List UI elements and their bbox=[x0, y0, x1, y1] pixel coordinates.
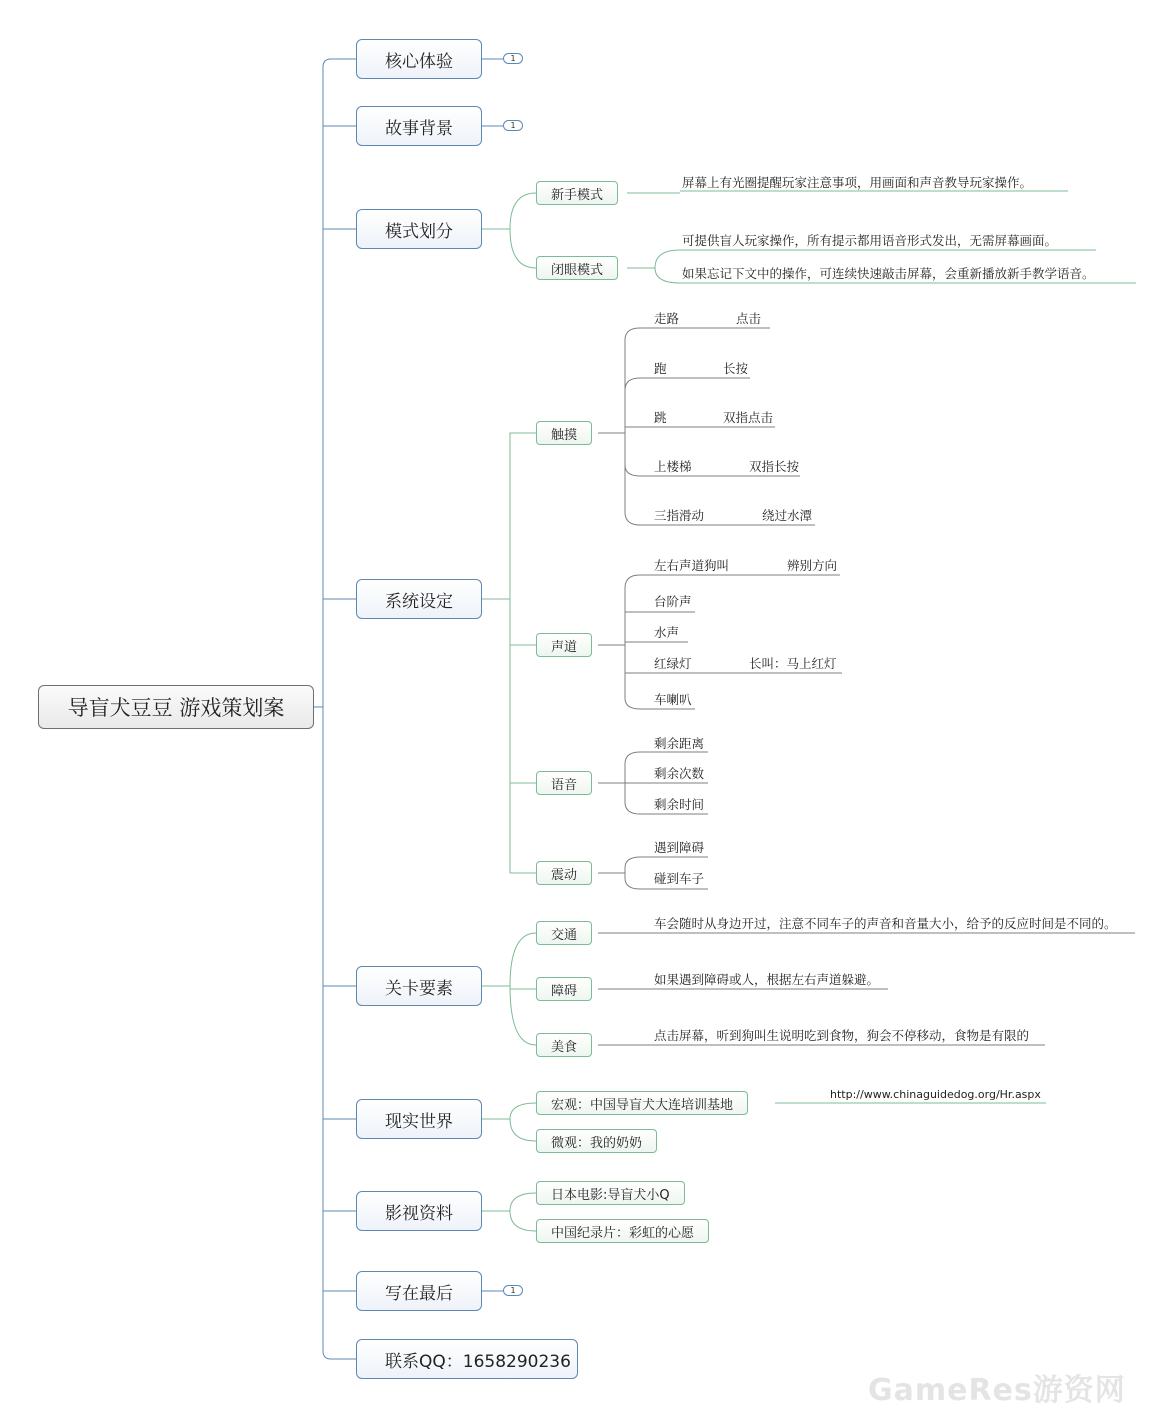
topic-mode-division[interactable]: 模式划分 bbox=[356, 209, 482, 249]
note-novice-mode[interactable]: 屏幕上有光圈提醒玩家注意事项，用画面和声音教导玩家操作。 bbox=[682, 175, 1033, 190]
topic-core-experience[interactable]: 核心体验 bbox=[356, 39, 482, 79]
subtopic-vibration[interactable]: 震动 bbox=[536, 861, 592, 885]
note-blind-mode-1[interactable]: 可提供盲人玩家操作，所有提示都用语音形式发出，无需屏幕画面。 bbox=[682, 233, 1058, 248]
note-food[interactable]: 点击屏幕，听到狗叫生说明吃到食物，狗会不停移动，食物是有限的 bbox=[654, 1028, 1030, 1043]
sound-item[interactable]: 红绿灯 bbox=[654, 656, 692, 671]
topic-real-world[interactable]: 现实世界 bbox=[356, 1099, 482, 1139]
voice-item[interactable]: 剩余时间 bbox=[654, 797, 705, 812]
link-macro bbox=[510, 1103, 536, 1119]
sound-item[interactable]: 左右声道狗叫 bbox=[654, 558, 730, 573]
subtopic-blind-mode[interactable]: 闭眼模式 bbox=[536, 256, 618, 280]
subtopic-documentary[interactable]: 中国纪录片：彩虹的心愿 bbox=[536, 1219, 709, 1243]
vibration-item[interactable]: 遇到障碍 bbox=[654, 840, 705, 855]
link-food bbox=[510, 986, 536, 1045]
sound-item[interactable]: 台阶声 bbox=[654, 594, 692, 609]
touch-gesture[interactable]: 双指长按 bbox=[749, 459, 800, 474]
collapsed-count-badge[interactable]: 1 bbox=[503, 120, 523, 131]
link-blind bbox=[510, 229, 536, 268]
touch-action[interactable]: 上楼梯 bbox=[654, 459, 692, 474]
sound-desc[interactable]: 长叫：马上红灯 bbox=[749, 656, 837, 671]
collapsed-count-badge[interactable]: 1 bbox=[503, 53, 523, 64]
sound-item[interactable]: 车喇叭 bbox=[654, 692, 692, 707]
subtopic-novice-mode[interactable]: 新手模式 bbox=[536, 181, 618, 205]
link-novice-note bbox=[627, 191, 1068, 193]
note-blind-mode-2[interactable]: 如果忘记下文中的操作，可连续快速敲击屏幕，会重新播放新手教学语音。 bbox=[682, 266, 1095, 281]
touch-action[interactable]: 走路 bbox=[654, 311, 680, 326]
subtopic-macro[interactable]: 宏观：中国导盲犬大连培训基地 bbox=[536, 1091, 748, 1115]
voice-item[interactable]: 剩余距离 bbox=[654, 736, 705, 751]
touch-gesture[interactable]: 双指点击 bbox=[723, 410, 774, 425]
touch-gesture[interactable]: 长按 bbox=[723, 361, 749, 376]
touch-gesture[interactable]: 绕过水潭 bbox=[762, 508, 813, 523]
vibration-item[interactable]: 碰到车子 bbox=[654, 871, 705, 886]
note-traffic[interactable]: 车会随时从身边开过，注意不同车子的声音和音量大小，给予的反应时间是不同的。 bbox=[654, 916, 1117, 931]
topic-final-words[interactable]: 写在最后 bbox=[356, 1271, 482, 1311]
subtopic-food[interactable]: 美食 bbox=[536, 1033, 592, 1057]
topic-story-background[interactable]: 故事背景 bbox=[356, 106, 482, 146]
sound-desc[interactable]: 辨别方向 bbox=[787, 558, 838, 573]
sound-leaf-lines bbox=[598, 575, 842, 709]
touch-gesture[interactable]: 点击 bbox=[736, 311, 762, 326]
topic-contact-qq[interactable]: 联系QQ：1658290236 bbox=[356, 1339, 578, 1379]
topic-level-elements[interactable]: 关卡要素 bbox=[356, 966, 482, 1006]
reference-link[interactable]: http://www.chinaguidedog.org/Hr.aspx bbox=[830, 1088, 1041, 1101]
link-sound bbox=[510, 599, 536, 645]
touch-leaf-lines bbox=[598, 328, 815, 525]
topic-film-references[interactable]: 影视资料 bbox=[356, 1191, 482, 1231]
link-core bbox=[323, 59, 356, 67]
sound-item[interactable]: 水声 bbox=[654, 625, 680, 640]
touch-action[interactable]: 跳 bbox=[654, 410, 667, 425]
link-vibration bbox=[510, 783, 536, 873]
link-voice bbox=[510, 645, 536, 783]
subtopic-japanese-film[interactable]: 日本电影:导盲犬小Q bbox=[536, 1181, 685, 1205]
link-touch bbox=[510, 433, 536, 599]
touch-action[interactable]: 三指滑动 bbox=[654, 508, 705, 523]
link-traffic bbox=[510, 933, 536, 986]
subtopic-traffic[interactable]: 交通 bbox=[536, 921, 592, 945]
voice-item[interactable]: 剩余次数 bbox=[654, 766, 705, 781]
subtopic-sound-channel[interactable]: 声道 bbox=[536, 633, 592, 657]
subtopic-obstacle[interactable]: 障碍 bbox=[536, 977, 592, 1001]
link-documentary bbox=[510, 1211, 536, 1231]
subtopic-micro[interactable]: 微观：我的奶奶 bbox=[536, 1129, 657, 1153]
touch-action[interactable]: 跑 bbox=[654, 361, 667, 376]
subtopic-touch[interactable]: 触摸 bbox=[536, 421, 592, 445]
root-topic[interactable]: 导盲犬豆豆 游戏策划案 bbox=[38, 685, 314, 729]
watermark: GameRes游资网 bbox=[868, 1373, 1126, 1408]
collapsed-count-badge[interactable]: 1 bbox=[503, 1285, 523, 1296]
link-novice bbox=[510, 193, 536, 229]
note-obstacle[interactable]: 如果遇到障碍或人，根据左右声道躲避。 bbox=[654, 972, 880, 987]
subtopic-voice[interactable]: 语音 bbox=[536, 771, 592, 795]
link-film bbox=[510, 1193, 536, 1211]
link-obstacle bbox=[510, 986, 536, 989]
link-contact bbox=[323, 1351, 356, 1359]
topic-system-settings[interactable]: 系统设定 bbox=[356, 579, 482, 619]
link-micro bbox=[510, 1119, 536, 1141]
